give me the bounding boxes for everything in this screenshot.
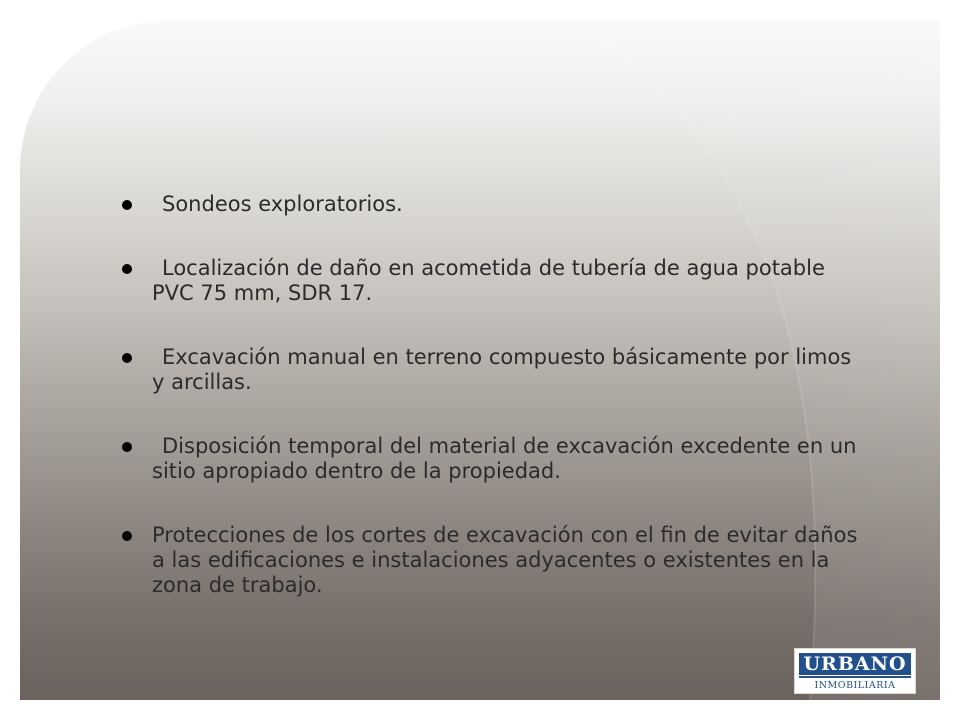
bullet-item-5 xyxy=(108,523,868,598)
urbano-logo xyxy=(794,648,916,694)
bullet-dot-icon xyxy=(122,442,132,452)
bullet-item-4 xyxy=(108,434,868,484)
bullet-item-1 xyxy=(108,192,868,217)
bullet-dot-icon xyxy=(122,200,132,210)
bullet-dot-icon xyxy=(122,264,132,274)
bullet-list xyxy=(108,192,868,637)
logo-wordmark: URBANO xyxy=(799,653,911,675)
bullet-dot-icon xyxy=(122,353,132,363)
bullet-text: Localización de daño en acometida de tubería de agua potable PVC 75 mm, SDR 17. xyxy=(152,256,825,305)
bullet-item-2 xyxy=(108,256,868,306)
bullet-dot-icon xyxy=(122,531,132,541)
logo-divider xyxy=(799,676,911,678)
bullet-text: Sondeos exploratorios. xyxy=(162,192,403,216)
bullet-text: Excavación manual en terreno compuesto básicamente por limos y arcillas. xyxy=(152,345,852,394)
logo-subtitle: INMOBILIARIA xyxy=(814,680,896,691)
bullet-text: Protecciones de los cortes de excavación con el fin de evitar daños a las edificaciones e instalaciones adyacentes o existentes en la zona de trabajo. xyxy=(152,523,858,597)
bullet-text: Disposición temporal del material de excavación excedente en un sitio apropiado dentro de la propiedad. xyxy=(152,434,857,483)
bullet-item-3 xyxy=(108,345,868,395)
